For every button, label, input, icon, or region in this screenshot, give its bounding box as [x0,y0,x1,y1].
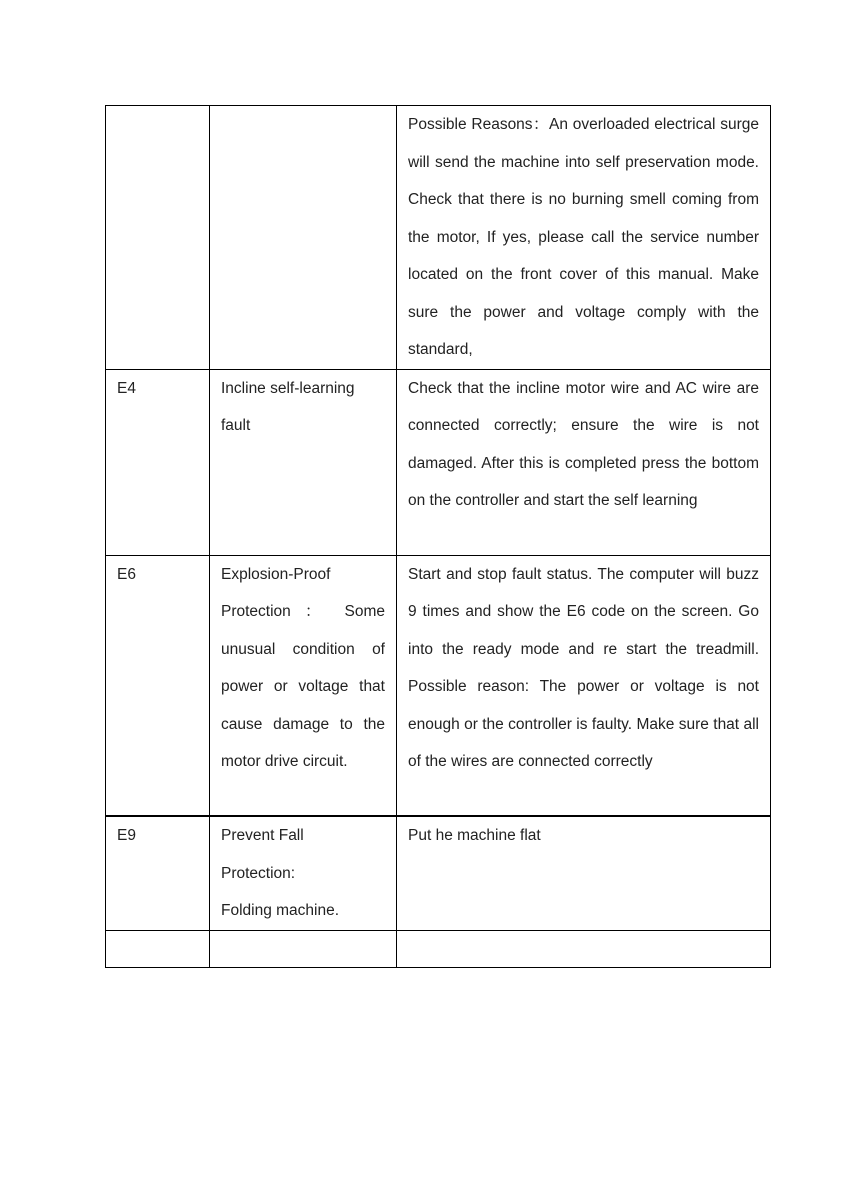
fault-name-cell: Explosion-Proof Protection ： Some unusual condition of power or voltage that cause damage to the motor drive circuit. [210,555,397,816]
fault-code-table [105,105,771,968]
fault-name-cell: Incline self-learning fault [210,369,397,555]
fault-code-cell: E6 [106,555,210,816]
table-row [106,106,771,370]
fault-code-cell [106,106,210,370]
fault-name-cell [210,930,397,967]
fault-description-cell: Check that the incline motor wire and AC wire are connected correctly; ensure the wire is not damaged. After this is completed press the bottom on the controller and start the self learning [397,369,771,555]
fault-description-cell: Start and stop fault status. The computer will buzz 9 times and show the E6 code on the screen. Go into the ready mode and re start the treadmill. Possible reason: The power or voltage is not enough or the controller is faulty. Make sure that all of the wires are connected correctly [397,555,771,816]
fault-name-cell [210,106,397,370]
fault-name-line: Protection: [221,864,296,882]
fault-description-cell: Put he machine flat [397,816,771,930]
fault-code-cell: E9 [106,816,210,930]
fault-code-cell: E4 [106,369,210,555]
table-row [106,369,771,555]
fault-description-cell: Possible Reasons：An overloaded electrical surge will send the machine into self preservation mode. Check that there is no burning smell coming from the motor, If yes, please call the service number located on the front cover of this manual. Make sure the power and voltage comply with the standard, [397,106,771,370]
fault-name-cell [210,816,397,930]
fault-code-cell [106,930,210,967]
fault-name-line: Folding machine. [221,902,340,919]
fault-name-line: Prevent Fall [221,827,304,844]
fault-description-cell [397,930,771,967]
table-row [106,816,771,930]
table-row [106,555,771,816]
table-row [106,930,771,967]
